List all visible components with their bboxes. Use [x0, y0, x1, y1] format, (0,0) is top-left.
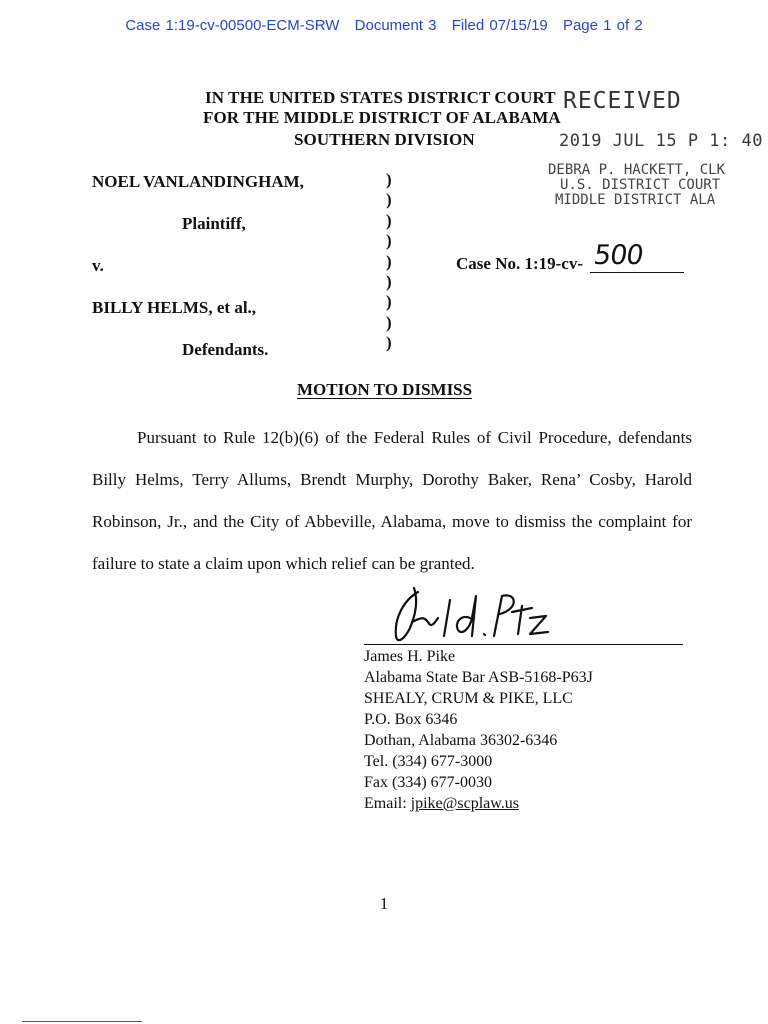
motion-title: MOTION TO DISMISS	[297, 380, 473, 399]
paren-line: )	[386, 231, 392, 251]
stamp-clerk-line3: MIDDLE DISTRICT ALA	[555, 192, 716, 208]
page-number: 1	[379, 894, 389, 913]
stamp-clerk-line2: U.S. DISTRICT COURT	[560, 177, 721, 193]
paren-line: )	[386, 272, 392, 292]
motion-body-text: Pursuant to Rule 12(b)(6) of the Federal Rules of Civil Procedure, defendants Billy Helms, Terry Allums, Brendt Murphy, Dorothy Baker, Rena’ Cosby, Harold Robinson, Jr., and the City of Abbeville, Alabama, move to dismiss the complaint for failure to state a claim upon which relief can be granted.	[92, 428, 692, 573]
paren-line: )	[386, 312, 392, 332]
defendant-name: BILLY HELMS, et al.,	[92, 298, 257, 317]
email-link[interactable]: jpike@scplaw.us	[410, 795, 519, 812]
signature-image	[384, 578, 554, 648]
defendant-role: Defendants.	[182, 340, 269, 359]
received-stamp: RECEIVED	[563, 88, 682, 114]
motion-body	[92, 417, 692, 585]
stamp-clerk-line1: DEBRA P. HACKETT, CLK	[548, 162, 726, 178]
attorney-bar-number: Alabama State Bar ASB-5168-P63J	[364, 669, 593, 686]
email-line	[364, 793, 593, 814]
footer-rule	[22, 1021, 142, 1022]
case-number-handwritten: 500	[591, 240, 645, 271]
attorney-name: James H. Pike	[364, 648, 456, 665]
signature-line	[364, 644, 683, 645]
law-firm: SHEALY, CRUM & PIKE, LLC	[364, 690, 573, 707]
signature-block	[364, 646, 593, 814]
court-division: SOUTHERN DIVISION	[294, 130, 475, 149]
caption-parentheses	[386, 170, 392, 354]
ecf-filed-date: Filed 07/15/19	[451, 17, 548, 34]
case-number-label: Case No. 1:19-cv-	[456, 254, 583, 273]
paren-line: )	[386, 292, 392, 312]
ecf-document-number: Document 3	[354, 17, 437, 34]
city-state-zip: Dothan, Alabama 36302-6346	[364, 732, 558, 749]
email-label: Email:	[364, 795, 411, 812]
versus: v.	[92, 256, 104, 275]
ecf-header	[0, 17, 768, 34]
telephone: Tel. (334) 677-3000	[364, 753, 493, 770]
po-box: P.O. Box 6346	[364, 711, 458, 728]
paren-line: )	[386, 251, 392, 271]
plaintiff-name: NOEL VANLANDINGHAM,	[92, 172, 304, 191]
fax: Fax (334) 677-0030	[364, 774, 492, 791]
case-number-underline	[590, 272, 684, 273]
paren-line: )	[386, 170, 392, 189]
paren-line: )	[386, 210, 392, 230]
ecf-page-count: Page 1 of 2	[562, 17, 643, 34]
paren-line: )	[386, 190, 392, 210]
ecf-case-number: Case 1:19-cv-00500-ECM-SRW	[125, 17, 340, 34]
court-name-line2: FOR THE MIDDLE DISTRICT OF ALABAMA	[203, 108, 561, 127]
court-name-line1: IN THE UNITED STATES DISTRICT COURT	[205, 88, 556, 107]
plaintiff-role: Plaintiff,	[182, 214, 246, 233]
received-stamp-date: 2019 JUL 15 P 1: 40	[559, 131, 763, 151]
paren-line: )	[386, 333, 392, 353]
